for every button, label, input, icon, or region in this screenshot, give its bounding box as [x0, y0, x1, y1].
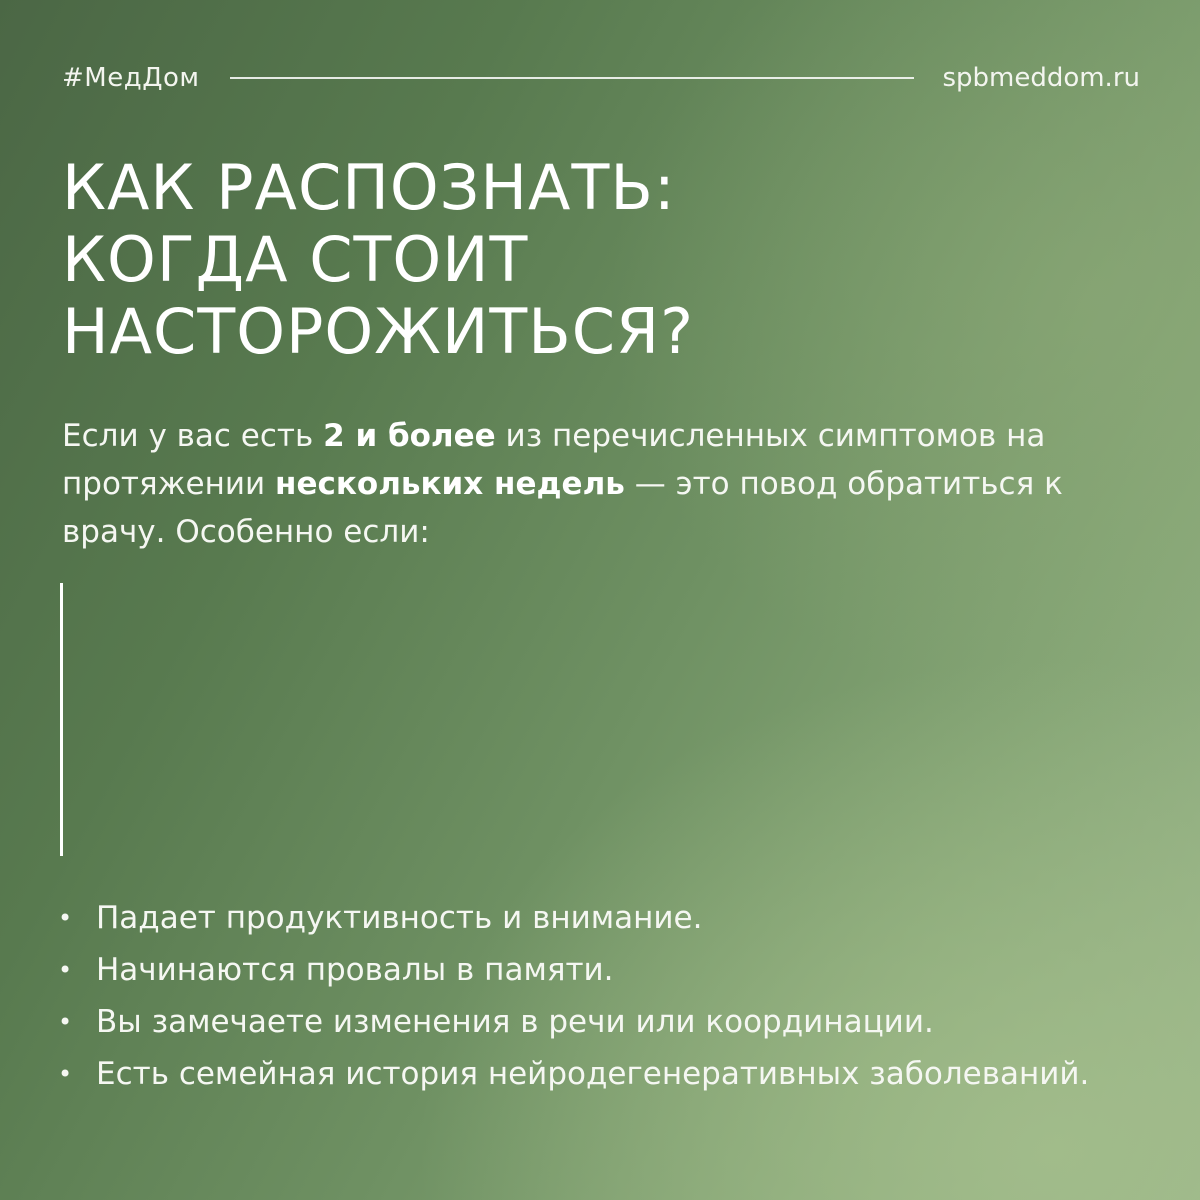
- list-item-text: Вы замечаете изменения в речи или координации.: [96, 1004, 934, 1040]
- intro-text-3: — это повод обратиться к врачу. Особенно если:: [62, 466, 1063, 550]
- bullet-icon: •: [58, 1008, 73, 1036]
- intro-paragraph: [62, 412, 1142, 556]
- site-url: spbmeddom.ru: [942, 63, 1140, 93]
- hashtag: #МедДом: [62, 63, 200, 93]
- page-title: [62, 152, 1142, 368]
- title-line-3: НАСТОРОЖИТЬСЯ?: [62, 295, 695, 368]
- symptom-list: [56, 892, 1146, 1100]
- bullet-icon: •: [58, 956, 73, 984]
- title-line-2: КОГДА СТОИТ: [62, 223, 529, 296]
- bullet-icon: •: [58, 1060, 73, 1088]
- title-line-1: КАК РАСПОЗНАТЬ:: [62, 151, 676, 224]
- list-item-text: Начинаются провалы в памяти.: [96, 952, 614, 988]
- intro-text-1: Если у вас есть: [62, 418, 324, 454]
- header-bar: [62, 58, 1140, 98]
- bullet-icon: •: [58, 904, 73, 932]
- list-item-text: Падает продуктивность и внимание.: [96, 900, 703, 936]
- list-item-text: Есть семейная история нейродегенеративных заболеваний.: [96, 1056, 1090, 1092]
- vertical-divider: [60, 583, 63, 856]
- list-item: [56, 944, 1146, 996]
- list-item: [56, 892, 1146, 944]
- header-divider: [230, 77, 915, 79]
- intro-bold-2: нескольких недель: [275, 466, 625, 502]
- intro-bold-1: 2 и более: [323, 418, 496, 454]
- intro-text-2: из перечисленных симптомов на протяжении: [62, 418, 1046, 502]
- list-item: [56, 996, 1146, 1048]
- list-item: [56, 1048, 1146, 1100]
